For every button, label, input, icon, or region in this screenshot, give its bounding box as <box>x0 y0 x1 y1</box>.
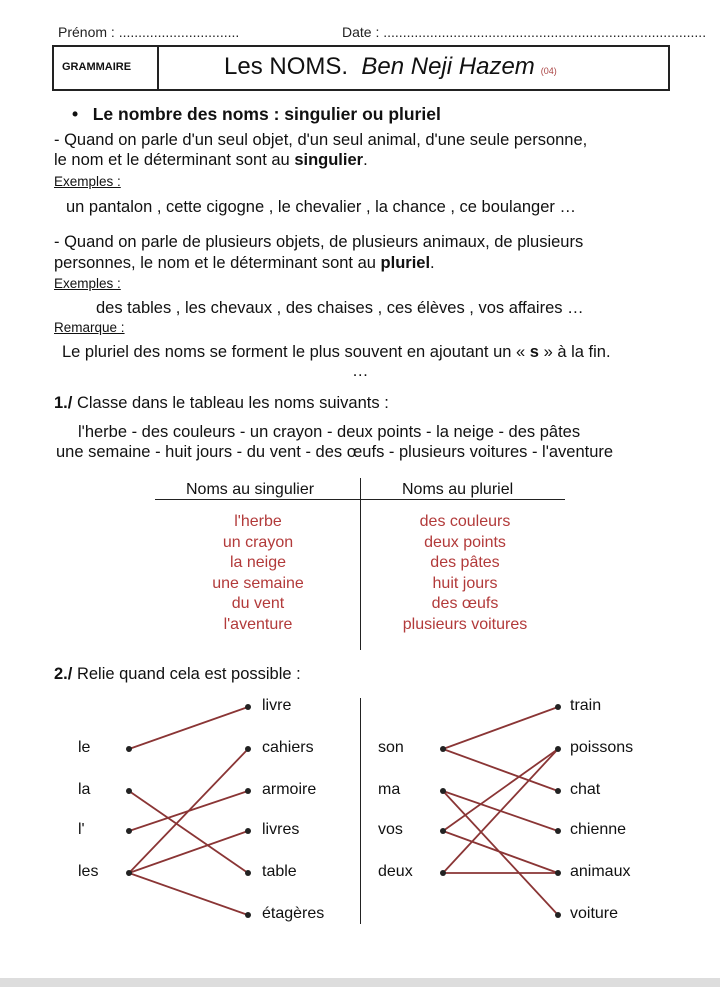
pluriel-item: huit jours <box>432 574 498 592</box>
match-line <box>129 831 248 873</box>
rule-singular-line1: - Quand on parle d'un seul objet, d'un seul animal, d'une seule personne, <box>54 131 588 149</box>
noun-label: livres <box>262 821 300 838</box>
noun-label: armoire <box>262 781 317 798</box>
singulier-item: une semaine <box>212 574 304 592</box>
rule-singular-line2: le nom et le déterminant sont au singulier. <box>54 151 368 169</box>
match-line <box>129 791 248 831</box>
examples-plural: des tables , les chevaux , des chaises , ces élèves , vos affaires … <box>96 299 584 317</box>
connection-dot[interactable] <box>245 828 251 834</box>
match-line <box>129 873 248 915</box>
determiner-label: son <box>378 739 404 756</box>
connection-dot[interactable] <box>126 788 132 794</box>
match-line <box>129 791 248 873</box>
lesson-heading: • Le nombre des noms : singulier ou pluriel <box>72 104 441 124</box>
connection-dot[interactable] <box>126 746 132 752</box>
connection-dot[interactable] <box>245 704 251 710</box>
noun-label: table <box>262 863 297 880</box>
examples-label: Exemples : <box>54 174 121 189</box>
exercise1-instruction: 1./ Classe dans le tableau les noms suivants : <box>54 394 389 412</box>
pluriel-item: plusieurs voitures <box>402 615 528 633</box>
connection-dot[interactable] <box>440 870 446 876</box>
determiner-label: l' <box>78 821 85 838</box>
match-line <box>443 749 558 791</box>
singulier-item: l'aventure <box>223 615 293 633</box>
connection-dot[interactable] <box>555 912 561 918</box>
prenom-field: Prénom : ............................... <box>58 24 240 40</box>
ellipsis: … <box>352 362 369 380</box>
connection-dot[interactable] <box>245 788 251 794</box>
pluriel-item: des couleurs <box>419 513 511 530</box>
noun-label: chienne <box>570 821 627 838</box>
remarque-label: Remarque : <box>54 320 125 335</box>
remarque-text: Le pluriel des noms se forment le plus souvent en ajoutant un « s » à la fin. <box>62 343 611 361</box>
determiner-label: le <box>78 739 91 756</box>
noun-label: livre <box>262 697 292 714</box>
singulier-item: un crayon <box>222 533 294 551</box>
exercise1-words-line1: l'herbe - des couleurs - un crayon - deux points - la neige - des pâtes <box>78 423 581 441</box>
connection-dot[interactable] <box>555 704 561 710</box>
connection-dot[interactable] <box>440 828 446 834</box>
match-line <box>443 707 558 749</box>
col-header-pluriel: Noms au pluriel <box>402 481 514 498</box>
rule-plural-line1: - Quand on parle de plusieurs objets, de plusieurs animaux, de plusieurs <box>54 233 584 251</box>
pluriel-item: deux points <box>424 533 506 551</box>
determiner-label: ma <box>378 781 401 798</box>
grammaire-logo: GRAMMAIRE <box>62 61 132 73</box>
noun-label: train <box>570 697 602 714</box>
connection-dot[interactable] <box>440 788 446 794</box>
pluriel-item: des pâtes <box>430 554 500 571</box>
page-title: Les NOMS. Ben Neji Hazem (04) <box>224 53 557 80</box>
rule-plural-line2: personnes, le nom et le déterminant sont au pluriel. <box>54 254 435 272</box>
match-line <box>443 791 558 831</box>
connection-dot[interactable] <box>555 828 561 834</box>
singulier-item: l'herbe <box>234 513 282 530</box>
singulier-item: la neige <box>229 554 287 571</box>
noun-label: cahiers <box>262 739 314 756</box>
connection-dot[interactable] <box>126 870 132 876</box>
match-line <box>443 791 558 915</box>
determiner-label: la <box>78 781 91 798</box>
connection-dot[interactable] <box>555 788 561 794</box>
date-field: Date : ................................................................................... <box>342 24 707 40</box>
col-header-singulier: Noms au singulier <box>186 481 315 498</box>
connection-dot[interactable] <box>440 746 446 752</box>
connection-dot[interactable] <box>245 746 251 752</box>
exercise2-instruction: 2./ Relie quand cela est possible : <box>54 665 301 683</box>
match-line <box>129 707 248 749</box>
examples-label: Exemples : <box>54 276 121 291</box>
noun-label: animaux <box>570 863 631 880</box>
noun-label: étagères <box>262 905 325 922</box>
determiner-label: deux <box>378 863 413 880</box>
noun-label: chat <box>570 781 601 798</box>
noun-label: voiture <box>570 905 619 922</box>
exercise1-words-line2: une semaine - huit jours - du vent - des œufs - plusieurs voitures - l'aventure <box>56 443 614 461</box>
singulier-item: du vent <box>231 595 285 612</box>
match-line <box>443 749 558 831</box>
connection-dot[interactable] <box>126 828 132 834</box>
connection-dot[interactable] <box>555 870 561 876</box>
connection-dot[interactable] <box>245 870 251 876</box>
determiner-label: vos <box>378 821 403 838</box>
determiner-label: les <box>78 863 99 880</box>
examples-singular: un pantalon , cette cigogne , le chevalier , la chance , ce boulanger … <box>66 198 576 216</box>
connection-dot[interactable] <box>555 746 561 752</box>
noun-label: poissons <box>570 739 634 756</box>
connection-dot[interactable] <box>245 912 251 918</box>
pluriel-item: des œufs <box>431 595 499 612</box>
